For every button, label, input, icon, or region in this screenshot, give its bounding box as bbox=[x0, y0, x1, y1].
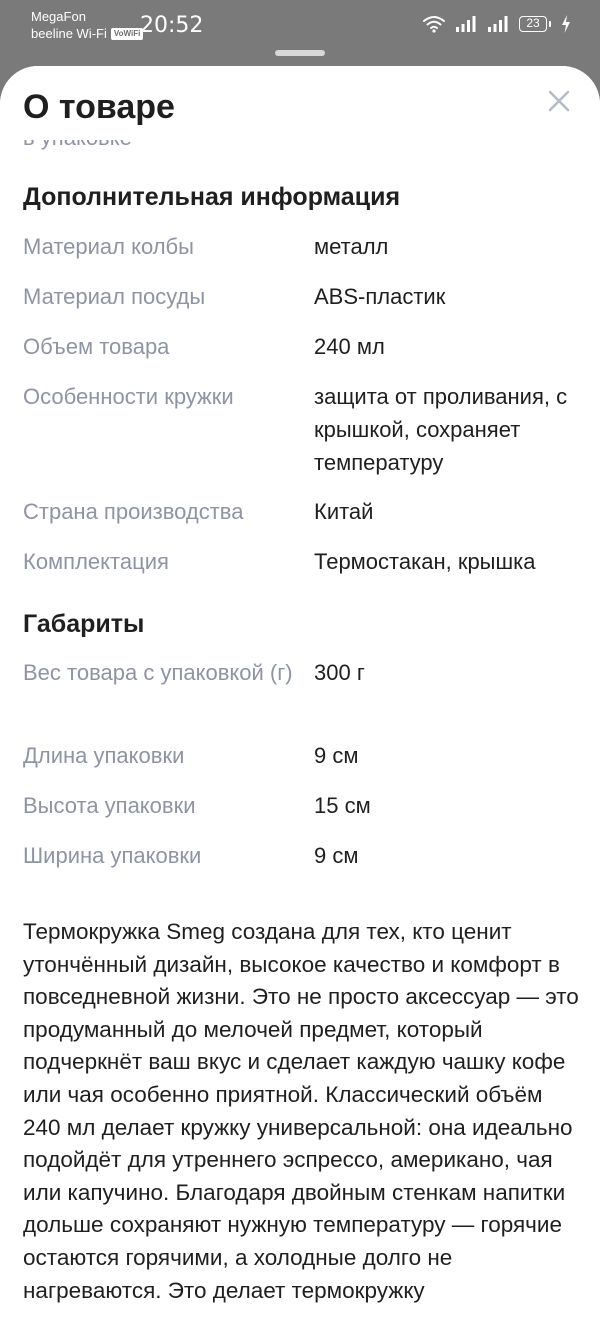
wifi-icon bbox=[423, 15, 445, 33]
property-value: 9 см bbox=[314, 743, 359, 768]
clock: 20:52 bbox=[140, 13, 204, 38]
dimensions-heading: Габариты bbox=[23, 610, 145, 638]
carrier-1 bbox=[31, 8, 143, 25]
battery-cap bbox=[549, 21, 551, 27]
carrier-2-name: beeline Wi-Fi bbox=[31, 26, 107, 41]
carrier-1-name: MegaFon bbox=[31, 9, 86, 24]
product-description: Термокружка Smeg создана для тех, кто ценит утончённый дизайн, высокое качество и комфорт в повседневной жизни. Это не просто аксессуар — это продуманный до мелочей предмет, который подчеркнёт ваш вкус и сделает каждую чашку кофе или чая особенно приятной. Классический объём 240 мл делает кружку универсальной: она идеально подойдёт для утреннего эспрессо, американо, чая или капучино. Благодаря двойным стенкам напитки дольше сохраняют нужную температуру — горячие остаются горячими, а холодные долго не нагреваются. Это делает термокружку bbox=[23, 919, 579, 1303]
property-value: металл bbox=[314, 234, 389, 259]
carrier-2 bbox=[31, 25, 143, 42]
property-label: Страна производства bbox=[23, 499, 244, 524]
carrier-info bbox=[31, 8, 143, 42]
signal-icon bbox=[487, 15, 509, 33]
sheet-grab-handle[interactable] bbox=[275, 50, 325, 56]
property-value: 300 г bbox=[314, 660, 365, 685]
property-value: Термостакан, крышка bbox=[314, 549, 536, 574]
product-info-sheet bbox=[0, 66, 600, 1332]
charging-icon bbox=[561, 15, 571, 33]
property-label: Объем товара bbox=[23, 334, 170, 359]
sheet-title: О товаре bbox=[23, 88, 175, 126]
property-label: Особенности кружки bbox=[23, 384, 234, 409]
property-value: 240 мл bbox=[314, 334, 385, 359]
additional-info-heading: Дополнительная информация bbox=[23, 183, 401, 211]
status-icons bbox=[423, 15, 571, 33]
property-label: Длина упаковки bbox=[23, 743, 185, 768]
close-icon bbox=[544, 86, 574, 116]
property-label: Материал посуды bbox=[23, 284, 206, 309]
property-label: Вес товара с упаковкой (г) bbox=[23, 660, 293, 685]
property-value: Китай bbox=[314, 499, 374, 524]
close-button[interactable] bbox=[544, 86, 574, 116]
property-value: 9 см bbox=[314, 843, 359, 868]
property-label: Ширина упаковки bbox=[23, 843, 202, 868]
property-value: защита от проливания, с крышкой, сохраняет температуру bbox=[314, 384, 568, 475]
status-bar bbox=[0, 0, 600, 64]
battery-level: 23 bbox=[519, 16, 547, 32]
property-value: ABS-пластик bbox=[314, 284, 446, 309]
vowifi-badge: VoWiFi bbox=[111, 28, 143, 40]
property-label: Комплектация bbox=[23, 549, 169, 574]
property-label: Материал колбы bbox=[23, 234, 194, 259]
signal-icon bbox=[455, 15, 477, 33]
property-label: Высота упаковки bbox=[23, 793, 196, 818]
battery-icon bbox=[519, 16, 551, 32]
property-value: 15 см bbox=[314, 793, 371, 818]
